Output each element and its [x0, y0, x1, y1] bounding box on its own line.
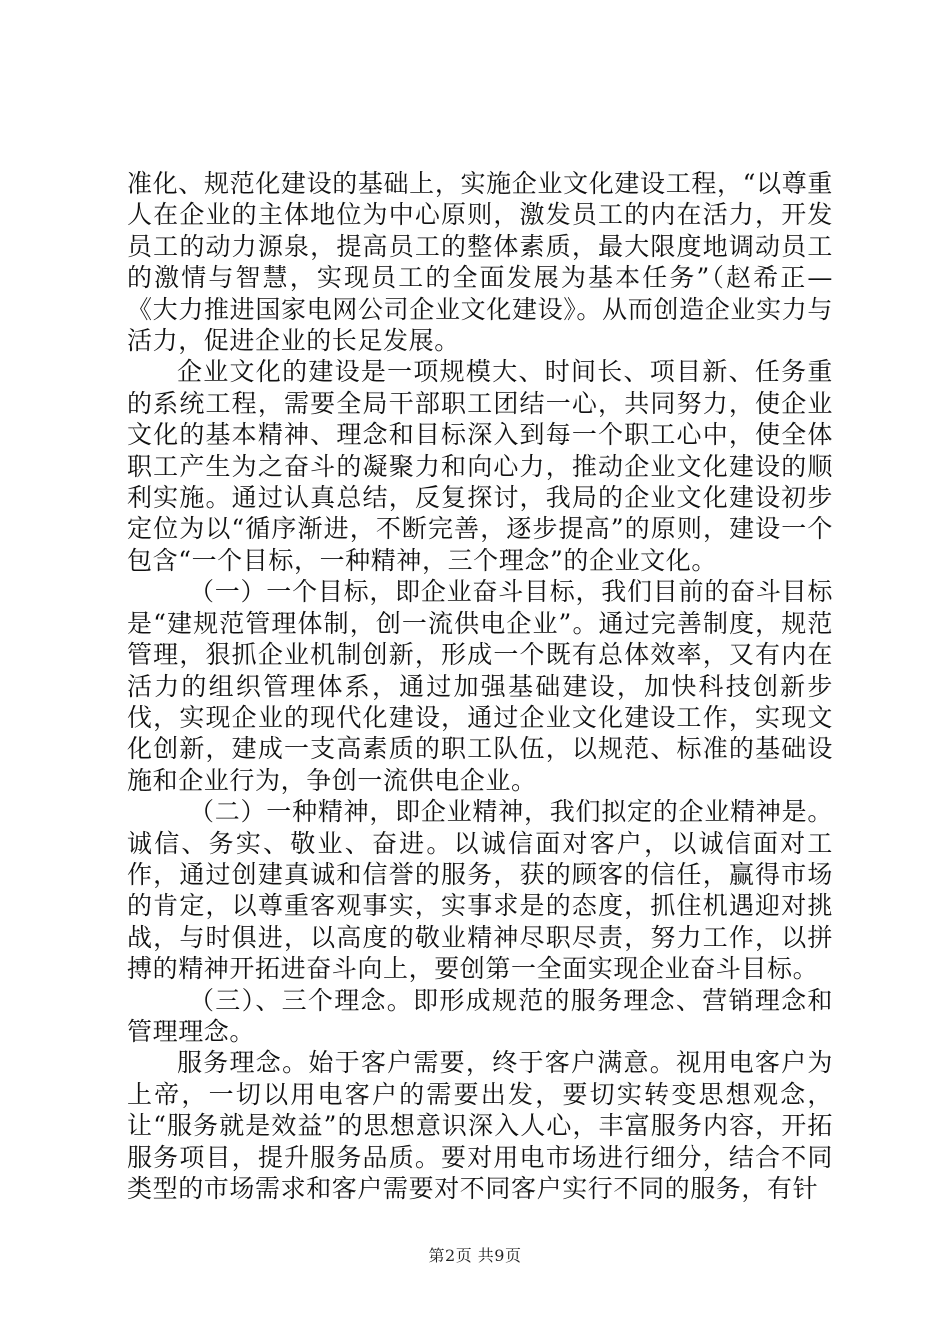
page-number-label: 第2页 共9页 — [428, 1246, 522, 1265]
page-footer — [0, 1243, 950, 1266]
paragraph-one-spirit: （二）一种精神，即企业精神，我们拟定的企业精神是。诚信、务实、敬业、奋进。以诚信面对客户，以诚信面对工作，通过创建真诚和信誉的服务，获的顾客的信任，赢得市场的肯定，以尊重客观事实，实事求是的态度，抓住机遇迎对挑战，与时俱进，以高度的敬业精神尽职尽责，努力工作，以拼搏的精神开拓进奋斗向上，要创第一全面实现企业奋斗目标。 — [127, 797, 833, 984]
paragraph-culture-construction: 企业文化的建设是一项规模大、时间长、项目新、任务重的系统工程，需要全局干部职工团结一心，共同努力，使企业文化的基本精神、理念和目标深入到每一个职工心中，使全体职工产生为之奋斗的凝聚力和向心力，推动企业文化建设的顺利实施。通过认真总结，反复探讨，我局的企业文化建设初步定位为以“循序渐进，不断完善，逐步提高”的原则，建设一个包含“一个目标，一种精神，三个理念”的企业文化。 — [127, 357, 833, 575]
document-body — [127, 168, 833, 1204]
paragraph-one-goal: （一）一个目标，即企业奋斗目标，我们目前的奋斗目标是“建规范管理体制，创一流供电企业”。通过完善制度，规范管理，狠抓企业机制创新，形成一个既有总体效率，又有内在活力的组织管理体系，通过加强基础建设，加快科技创新步伐，实现企业的现代化建设，通过企业文化建设工作，实现文化创新，建成一支高素质的职工队伍，以规范、标准的基础设施和企业行为，争创一流供电企业。 — [127, 577, 833, 795]
paragraph-continuation: 准化、规范化建设的基础上，实施企业文化建设工程，“以尊重人在企业的主体地位为中心原则，激发员工的内在活力，开发员工的动力源泉，提高员工的整体素质，最大限度地调动员工的激情与智慧，实现员工的全面发展为基本任务”（赵希正—《大力推进国家电网公司企业文化建设》。从而创造企业实力与活力，促进企业的长足发展。 — [127, 169, 833, 356]
paragraph-three-concepts: （三）、三个理念。即形成规范的服务理念、营销理念和管理理念。 — [127, 985, 833, 1046]
paragraph-service-concept: 服务理念。始于客户需要，终于客户满意。视用电客户为上帝，一切以用电客户的需要出发，要切实转变思想观念，让“服务就是效益”的思想意识深入人心，丰富服务内容，开拓服务项目，提升服务品质。要对用电市场进行细分，结合不同类型的市场需求和客户需要对不同客户实行不同的服务，有针 — [127, 1048, 833, 1203]
